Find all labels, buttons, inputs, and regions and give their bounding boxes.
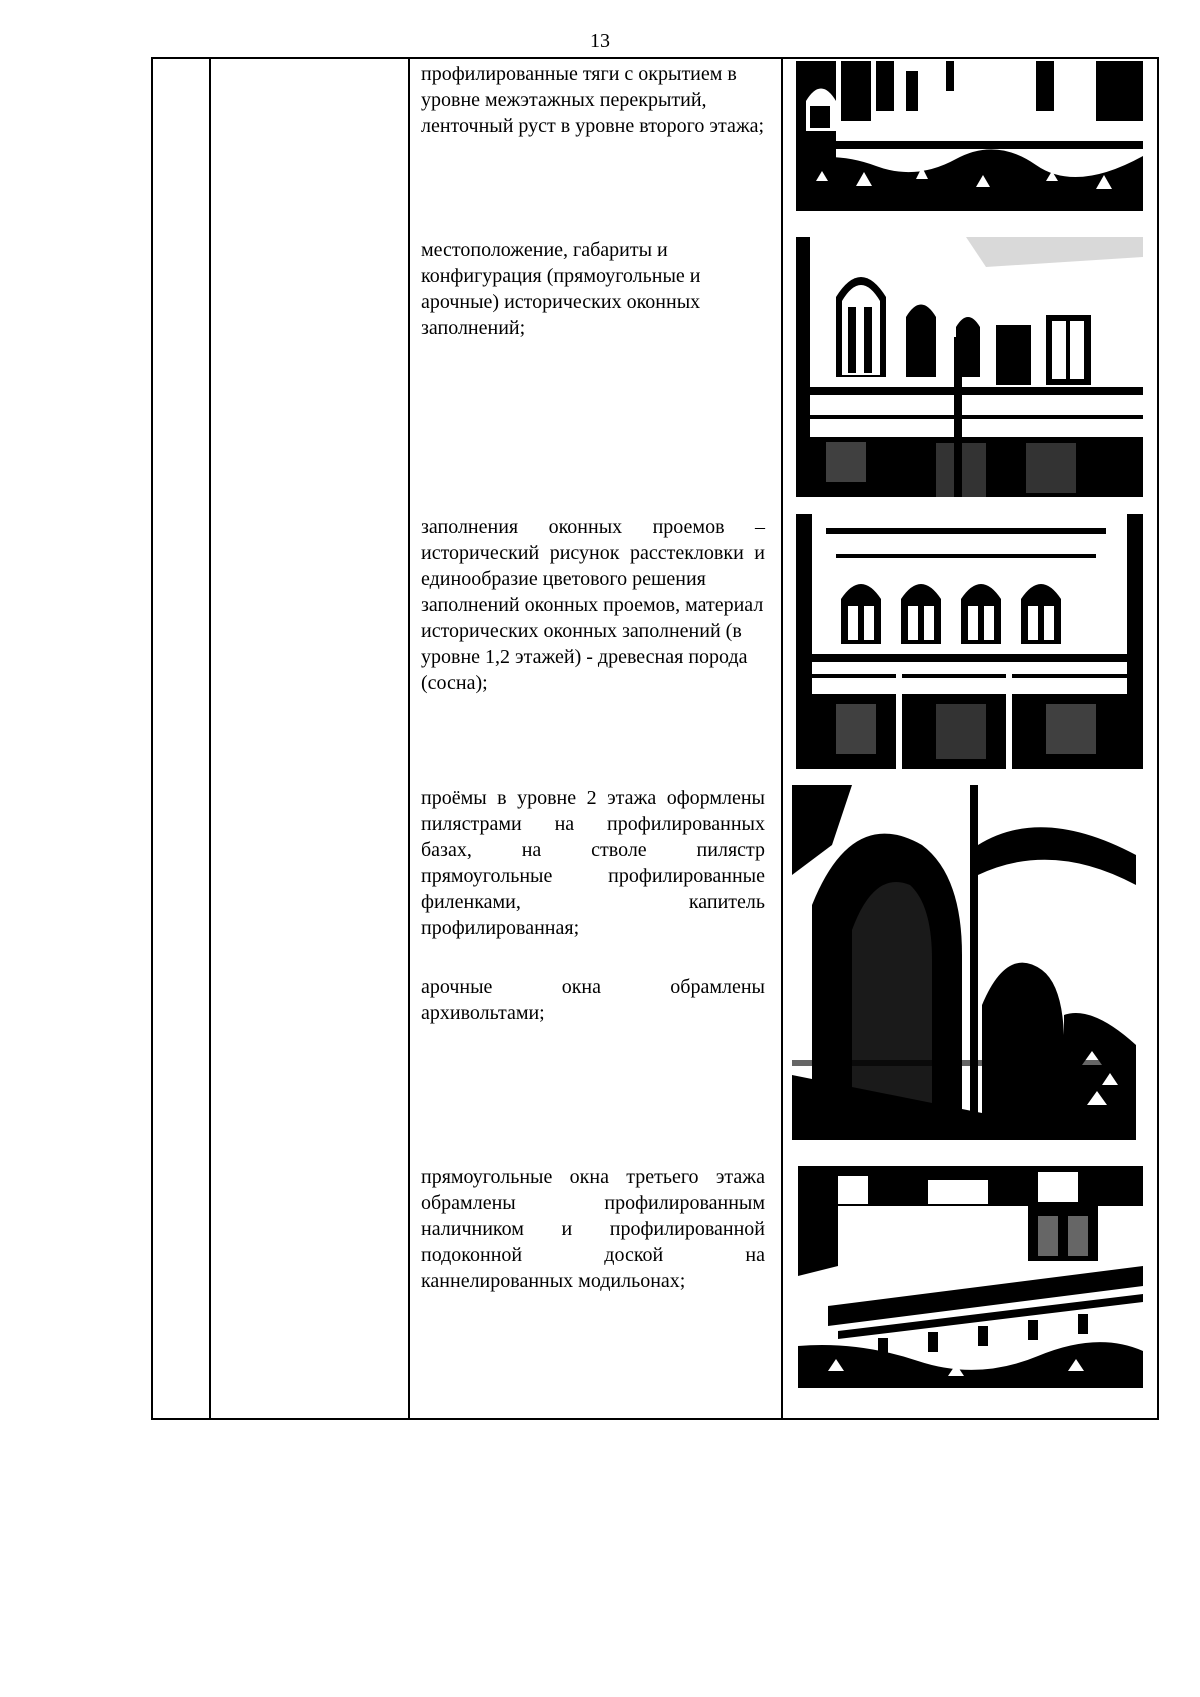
courtyard-window-fillings-photo <box>796 514 1143 769</box>
row-4-description-part-1: проёмы в уровне 2 этажа оформлены пилястрами на профилированных базах, на стволе пилястр прямоугольные профилированные филенками, капитель профилированная; <box>421 787 765 939</box>
courtyard-arched-windows-photo <box>796 237 1143 497</box>
row-3-description-part-2: заполнений оконных проемов, материал исторических оконных заполнений (в уровне 1,2 этажей) - древесная порода (сосна); <box>421 594 764 694</box>
column-divider <box>781 59 783 1418</box>
courtyard-facade-upper-photo <box>796 61 1143 211</box>
page-number: 13 <box>590 30 610 52</box>
row-3-description-part-1: заполнения оконных проемов – исторический рисунок расстекловки и единообразие цветового решения <box>421 516 765 590</box>
row-1-description: профилированные тяги с окрытием в уровне межэтажных перекрытий, ленточный руст в уровне второго этажа; <box>421 63 765 137</box>
row-2-description: местоположение, габариты и конфигурация (прямоугольные и арочные) исторических оконных заполнений; <box>421 239 701 339</box>
third-floor-window-cornice-photo <box>798 1166 1143 1388</box>
column-divider <box>408 59 410 1418</box>
row-4-description-part-2: арочные окна обрамлены архивольтами; <box>421 976 765 1024</box>
row-5-description: прямоугольные окна третьего этажа обрамлены профилированным наличником и профилированной подоконной доской на каннелированных модильонах; <box>421 1166 765 1292</box>
column-divider <box>209 59 211 1418</box>
heritage-elements-table <box>151 57 1159 1420</box>
arched-windows-archivolts-photo <box>792 785 1136 1140</box>
